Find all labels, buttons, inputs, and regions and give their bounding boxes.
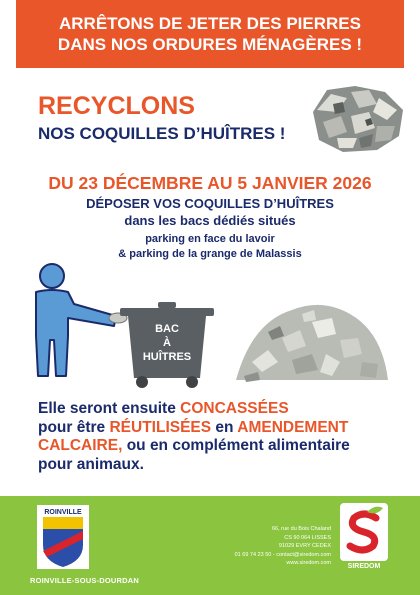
bin-label [135,322,199,364]
body-highlight-crushed: CONCASSÉES [180,400,289,417]
body-highlight-calcareous: CALCAIRE, [38,437,123,454]
instruction-line-2: dans les bacs dédiés situés [124,213,296,228]
person-pictogram-icon [28,262,128,378]
bin-label-line-2: À [163,337,171,349]
body-text-5: pour animaux. [38,455,144,473]
recycling-explanation [38,400,388,474]
body-text-1: Elle seront ensuite [38,400,181,417]
bin-label-line-3: HUÎTRES [142,351,192,363]
address-line-1: 66, rue du Bois Chaland [271,526,331,532]
headline-subtitle: NOS COQUILLES D’HUÎTRES ! [38,124,286,143]
siredom-logo [339,502,389,562]
address-line-2: CS 90 064 LISSES [284,534,331,541]
crushed-shells-photo [232,292,390,386]
collection-dates: DU 23 DÉCEMBRE AU 5 JANVIER 2026 [48,173,372,193]
body-text-3: en [211,418,238,436]
header-banner [16,0,404,68]
town-name: ROINVILLE-SOUS-DOURDAN [30,576,139,585]
instruction-line-1: DÉPOSER VOS COQUILLES D’HUÎTRES [86,196,334,211]
instruction-line-3: parking en face du lavoir [145,233,275,245]
instruction-line-4: & parking de la grange de Malassis [118,248,302,260]
body-highlight-reused: RÉUTILISÉES [109,418,212,436]
address-line-4: 01 69 74 23 50 - contact@siredom.com [234,551,331,558]
body-highlight-amendment: AMENDEMENT [237,418,349,436]
bin-label-line-1: BAC [155,323,179,335]
siredom-logo-text: SIREDOM [347,563,381,570]
headline-title: RECYCLONS [38,92,195,120]
body-text-4: ou en complément alimentaire [122,437,350,454]
crest-text: ROINVILLE [44,509,82,516]
body-text-2: pour être [38,418,110,436]
banner-line-2: DANS NOS ORDURES MÉNAGÈRES ! [57,35,363,54]
address-line-5: www.siredom.com [286,560,331,566]
siredom-address [195,525,331,568]
town-crest-logo [37,505,89,569]
oyster-shells-photo [307,82,407,154]
banner-line-1: ARRÊTONS DE JETER DES PIERRES [59,14,361,33]
address-line-3: 91029 EVRY CEDEX [278,543,331,549]
